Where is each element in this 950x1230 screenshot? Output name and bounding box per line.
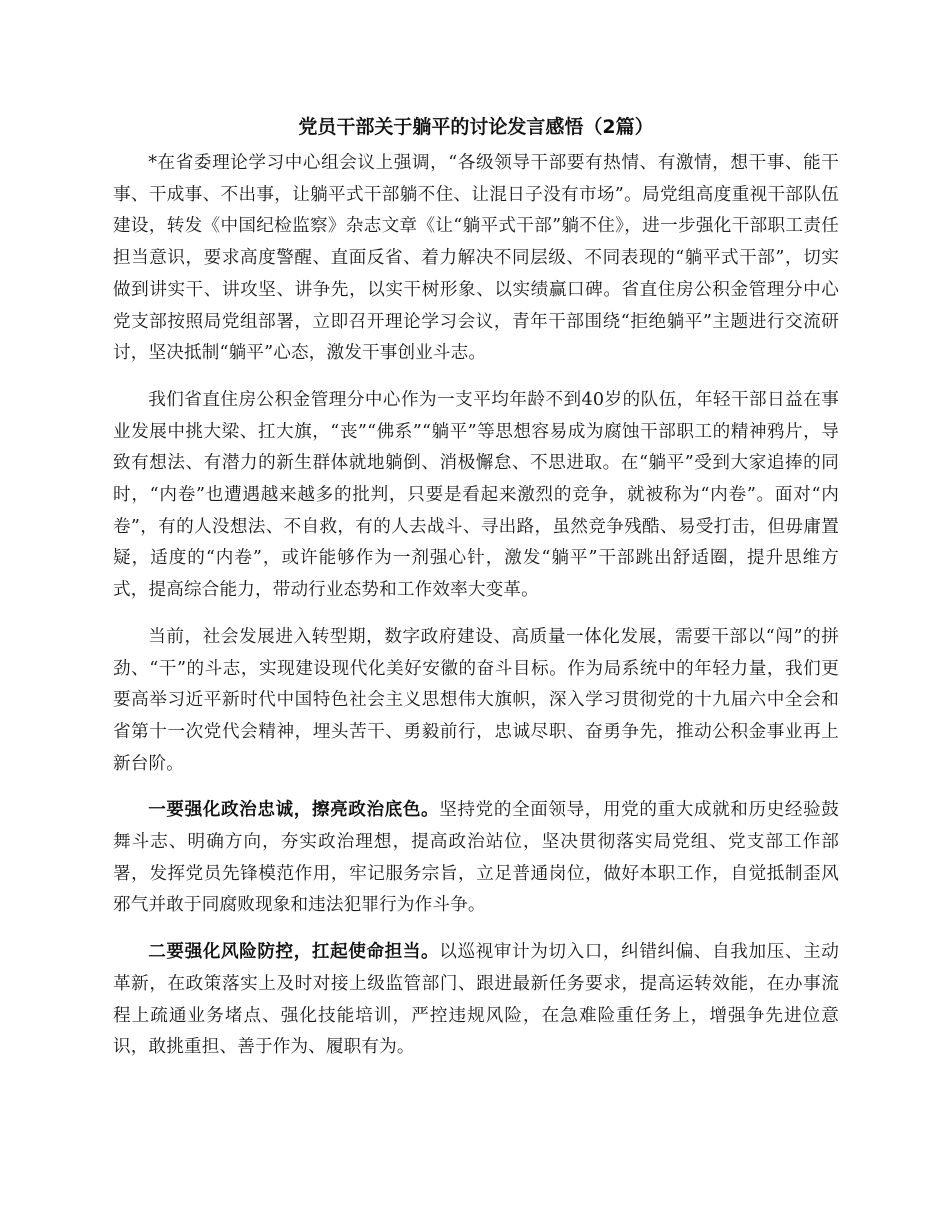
paragraph-intro (113, 148, 839, 370)
paragraph-current-situation (113, 622, 839, 781)
paragraph-text: *在省委理论学习中心组会议上强调，“各级领导干部要有热情、有激情，想干事、能干事、干成事、不出事，让躺平式干部躺不住、让混日子没有市场”。局党组高度重视干部队伍建设，转发《中国纪检监察》杂志文章《让“躺平式干部”躺不住》，进一步强化干部职工责任担当意识，要求高度警醒、直面反省、着力解决不同层级、不同表现的“躺平式干部”，切实做到讲实干、讲攻坚、讲争先，以实干树形象、以实绩赢口碑。省直住房公积金管理分中心党支部按照局党组部署，立即召开理论学习会议，青年干部围绕“拒绝躺平”主题进行交流研讨，坚决抵制“躺平”心态，激发干事创业斗志。 (113, 153, 839, 364)
paragraph-text: 我们省直住房公积金管理分中心作为一支平均年龄不到40岁的队伍，年轻干部日益在事业发展中挑大梁、扛大旗，“丧”“佛系”“躺平”等思想容易成为腐蚀干部职工的精神鸦片，导致有想法、有潜力的新生群体就地躺倒、消极懈怠、不思进取。在“躺平”受到大家追捧的同时，“内卷”也遭遇越来越多的批判，只要是看起来激烈的竞争，就被称为“内卷”。面对“内卷”，有的人没想法、不自救，有的人去战斗、寻出路，虽然竞争残酷、易受打击，但毋庸置疑，适度的“内卷”，或许能够作为一剂强心针，激发“躺平”干部跳出舒适圈，提升思维方式，提高综合能力，带动行业态势和工作效率大变革。 (113, 389, 839, 601)
document-title: 党员干部关于躺平的讨论发言感悟（2篇） (298, 116, 654, 138)
paragraph-text: 当前，社会发展进入转型期，数字政府建设、高质量一体化发展，需要干部以“闯”的拼劲、“干”的斗志，实现建设现代化美好安徽的奋斗目标。作为局系统中的年轻力量，我们更要高举习近平新时代中国特色社会主义思想伟大旗帜，深入学习贯彻党的十九届六中全会和省第十一次党代会精神，埋头苦干、勇毅前行，忠诚尽职、奋勇争先，推动公积金事业再上新台阶。 (113, 626, 839, 774)
paragraph-text: 以巡视审计为切入口，纠错纠偏、自我加压、主动革新，在政策落实上及时对接上级监管部门、跟进最新任务要求，提高运转效能，在办事流程上疏通业务堵点、强化技能培训，严控违规风险，在急难险重任务上，增强争先进位意识，敢挑重担、善于作为、履职有为。 (113, 942, 839, 1058)
paragraph-lead-heading: 二要强化风险防控，扛起使命担当。 (148, 942, 440, 963)
paragraph-text: 坚持党的全面领导，用党的重大成就和历史经验鼓舞斗志、明确方向，夯实政治理想，提高政治站位，坚决贯彻落实局党组、党支部工作部署，发挥党员先锋模范作用，牢记服务宗旨，立足普通岗位，做好本职工作，自觉抵制歪风邪气并敢于同腐败现象和违法犯罪行为作斗争。 (113, 800, 839, 916)
document-body (113, 112, 839, 1079)
paragraph-point-one (113, 795, 839, 922)
paragraph-point-two (113, 937, 839, 1064)
paragraph-lead-heading: 一要强化政治忠诚，擦亮政治底色。 (148, 800, 440, 821)
paragraph-youth-team (113, 385, 839, 607)
